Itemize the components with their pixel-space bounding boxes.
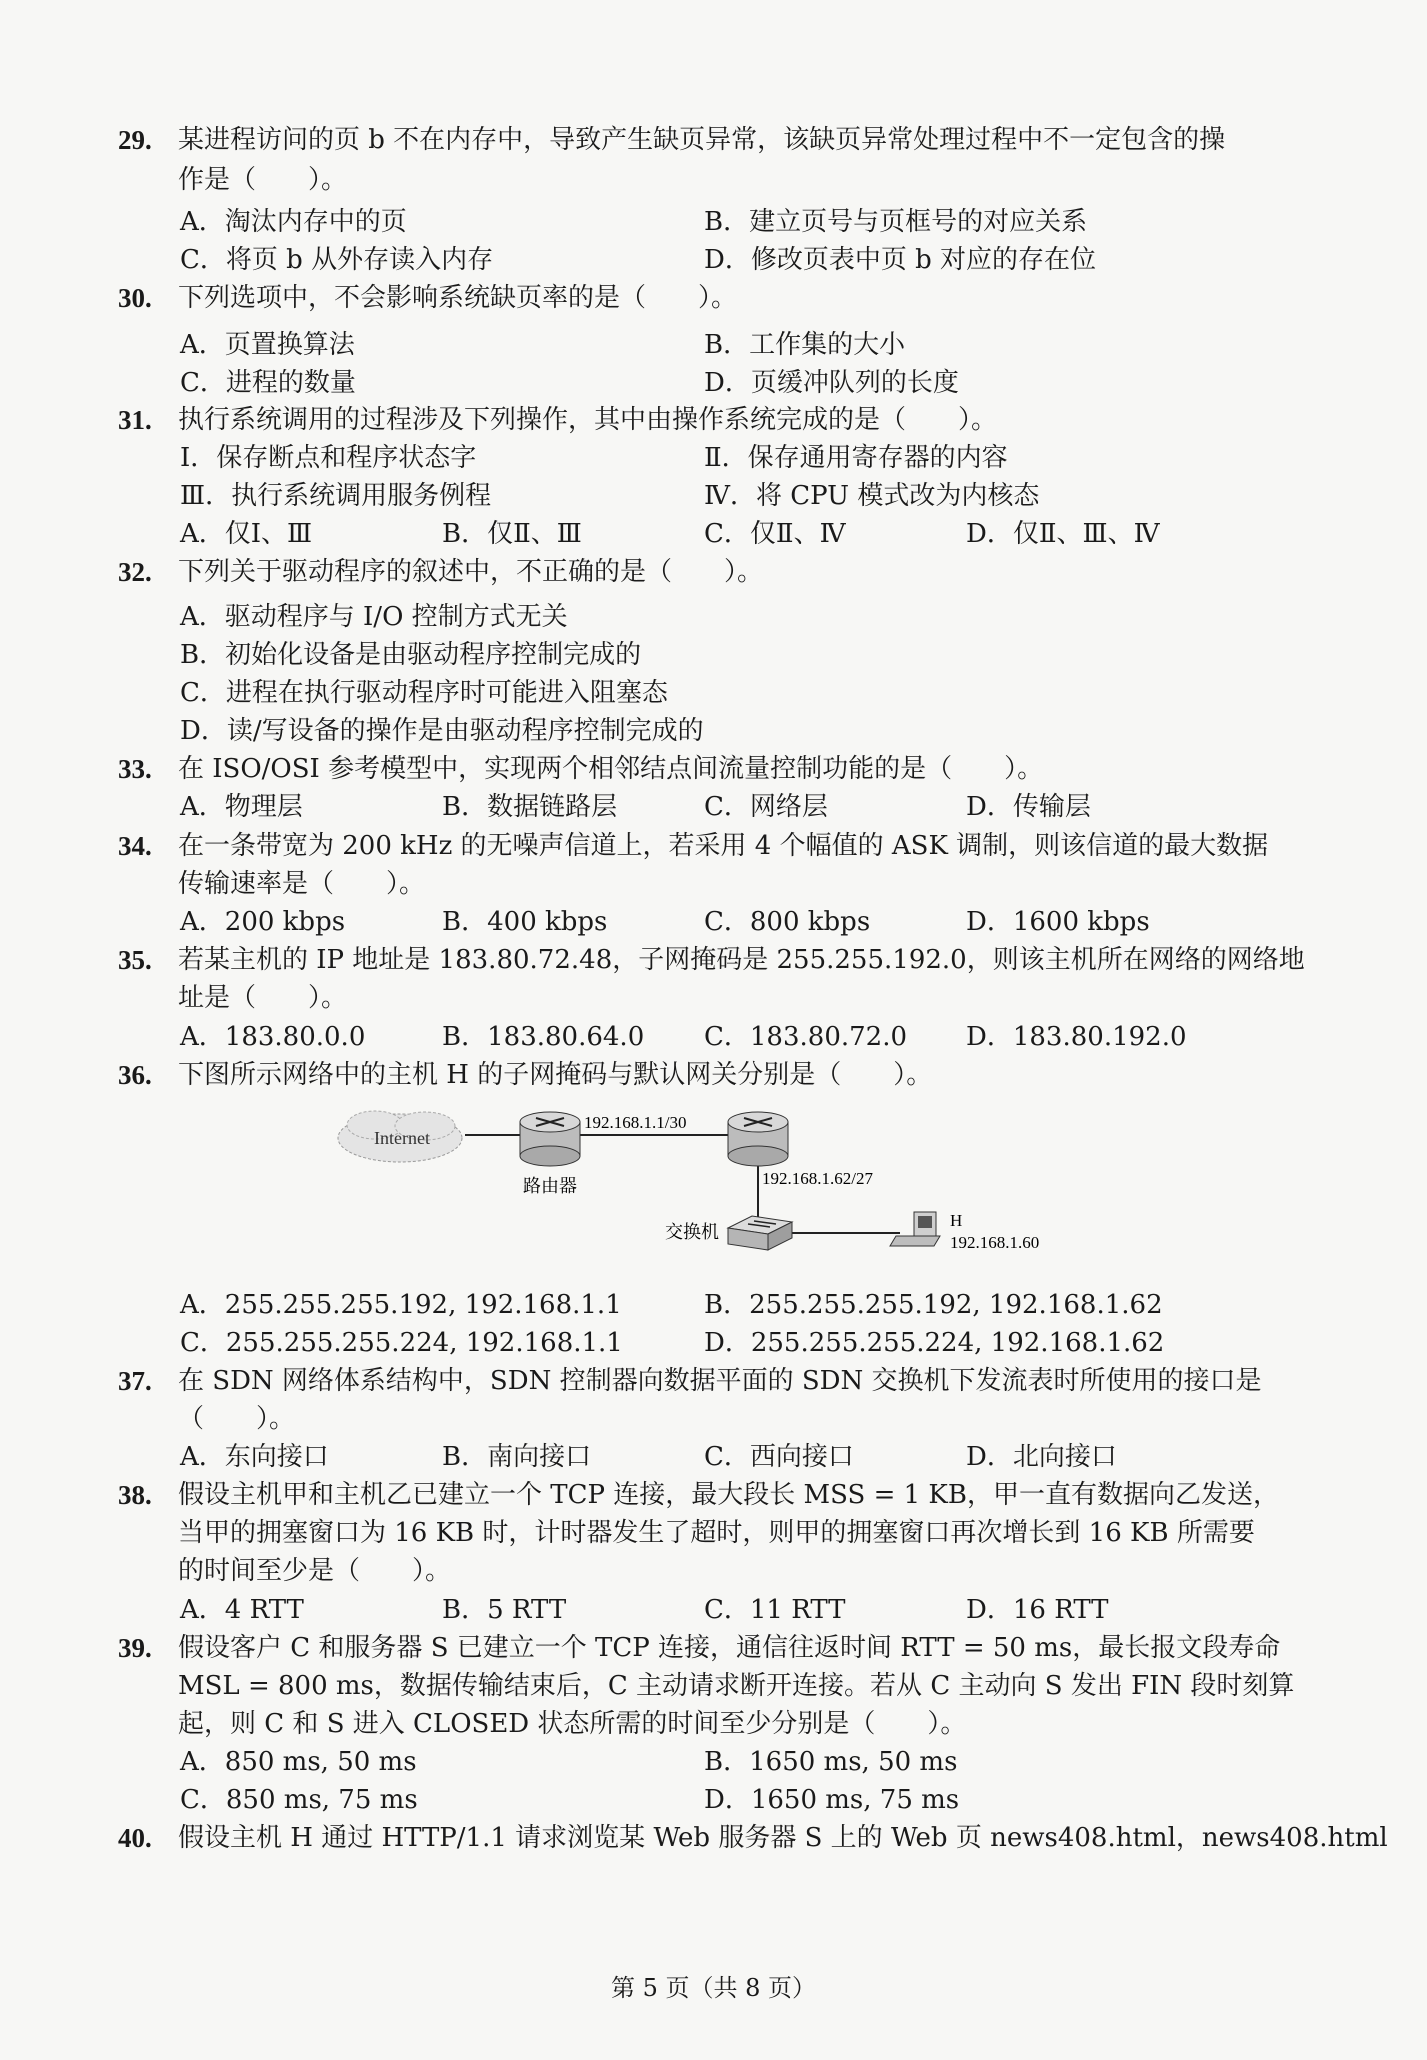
option-b: B．工作集的大小	[704, 330, 906, 360]
option-a: A．183.80.0.0	[180, 1022, 366, 1052]
question-stem: 下图所示网络中的主机 H 的子网掩码与默认网关分别是（ ）。	[178, 1060, 933, 1090]
computer-icon	[890, 1212, 940, 1246]
question-stem: 执行系统调用的过程涉及下列操作，其中由操作系统完成的是（ ）。	[178, 405, 998, 435]
question-number: 29.	[118, 125, 152, 155]
question-number: 33.	[118, 754, 152, 784]
router-interface-label: 192.168.1.1/30	[584, 1113, 687, 1132]
statement-4: Ⅳ．将 CPU 模式改为内核态	[704, 481, 1040, 511]
option-b: B．5 RTT	[442, 1595, 567, 1625]
option-c: C．850 ms, 75 ms	[180, 1785, 418, 1815]
question-stem-cont: 的时间至少是（ ）。	[178, 1556, 452, 1586]
question-number: 38.	[118, 1480, 152, 1510]
option-a: A．255.255.255.192, 192.168.1.1	[180, 1290, 622, 1320]
option-c: C．网络层	[704, 792, 828, 822]
question-stem: 下列选项中，不会影响系统缺页率的是（ ）。	[178, 283, 738, 313]
option-b: B．1650 ms, 50 ms	[704, 1747, 958, 1777]
question-stem: 若某主机的 IP 地址是 183.80.72.48，子网掩码是 255.255.192.0，则该主机所在网络的网络地	[178, 945, 1305, 975]
statement-1: Ⅰ．保存断点和程序状态字	[180, 443, 477, 473]
question-number: 39.	[118, 1633, 152, 1663]
question-number: 32.	[118, 557, 152, 587]
option-b: B．183.80.64.0	[442, 1022, 645, 1052]
question-stem-cont: 起，则 C 和 S 进入 CLOSED 状态所需的时间至少分别是（ ）。	[178, 1709, 967, 1739]
option-a: A．仅Ⅰ、Ⅲ	[180, 519, 313, 549]
option-c: C．仅Ⅱ、Ⅳ	[704, 519, 846, 549]
question-number: 30.	[118, 283, 152, 313]
question-number: 31.	[118, 405, 152, 435]
question-number: 36.	[118, 1060, 152, 1090]
question-stem-cont: 传输速率是（ ）。	[178, 869, 426, 899]
option-a: A．页置换算法	[180, 330, 355, 360]
question-stem-cont: 作是（ ）。	[178, 165, 348, 195]
option-c: C．西向接口	[704, 1442, 854, 1472]
question-stem: 假设客户 C 和服务器 S 已建立一个 TCP 连接，通信往返时间 RTT = 50 ms，最长报文段寿命	[178, 1633, 1281, 1663]
question-stem: 在 ISO/OSI 参考模型中，实现两个相邻结点间流量控制功能的是（ ）。	[178, 754, 1044, 784]
option-a: A．850 ms, 50 ms	[180, 1747, 417, 1777]
question-stem: 在 SDN 网络体系结构中，SDN 控制器向数据平面的 SDN 交换机下发流表时所使用的接口是	[178, 1366, 1262, 1396]
option-c: C．255.255.255.224, 192.168.1.1	[180, 1328, 623, 1358]
page-footer: 第 5 页（共 8 页）	[610, 1974, 817, 2002]
option-c: C．进程在执行驱动程序时可能进入阻塞态	[180, 678, 668, 708]
option-c: C．800 kbps	[704, 907, 871, 937]
option-c: C．183.80.72.0	[704, 1022, 908, 1052]
option-b: B．数据链路层	[442, 792, 618, 822]
option-b: B．初始化设备是由驱动程序控制完成的	[180, 640, 642, 670]
question-stem: 下列关于驱动程序的叙述中，不正确的是（ ）。	[178, 557, 764, 587]
option-a: A．东向接口	[180, 1442, 329, 1472]
switch-icon	[728, 1216, 792, 1250]
question-stem-cont: 当甲的拥塞窗口为 16 KB 时，计时器发生了超时，则甲的拥塞窗口再次增长到 16 KB 所需要	[178, 1518, 1255, 1548]
question-stem: 在一条带宽为 200 kHz 的无噪声信道上，若采用 4 个幅值的 ASK 调制，则该信道的最大数据	[178, 831, 1269, 861]
option-b: B．南向接口	[442, 1442, 592, 1472]
question-stem-cont: MSL = 800 ms，数据传输结束后，C 主动请求断开连接。若从 C 主动向 S 发出 FIN 段时刻算	[178, 1671, 1295, 1701]
network-diagram	[330, 1100, 1090, 1280]
switch-label: 交换机	[665, 1222, 719, 1242]
question-number: 35.	[118, 945, 152, 975]
internet-label: Internet	[374, 1128, 430, 1148]
question-number: 40.	[118, 1823, 152, 1853]
router-icon	[520, 1112, 580, 1166]
option-d: D．传输层	[966, 792, 1091, 822]
option-d: D．183.80.192.0	[966, 1022, 1187, 1052]
question-number: 34.	[118, 831, 152, 861]
question-stem-cont: （ ）。	[178, 1404, 296, 1434]
option-d: D．1600 kbps	[966, 907, 1150, 937]
option-a: A．200 kbps	[180, 907, 346, 937]
internet-cloud-icon	[338, 1111, 462, 1162]
option-d: D．255.255.255.224, 192.168.1.62	[704, 1328, 1165, 1358]
question-number: 37.	[118, 1366, 152, 1396]
question-stem-cont: 址是（ ）。	[178, 983, 348, 1013]
option-b: B．仅Ⅱ、Ⅲ	[442, 519, 582, 549]
option-d: D．页缓冲队列的长度	[704, 368, 959, 398]
host-ip-label: 192.168.1.60	[950, 1233, 1040, 1252]
option-d: D．1650 ms, 75 ms	[704, 1785, 960, 1815]
option-b: B．建立页号与页框号的对应关系	[704, 207, 1088, 237]
option-a: A．物理层	[180, 792, 303, 822]
router-label: 路由器	[523, 1176, 577, 1196]
statement-2: Ⅱ．保存通用寄存器的内容	[704, 443, 1008, 473]
option-a: A．驱动程序与 I/O 控制方式无关	[180, 602, 568, 632]
option-a: A．淘汰内存中的页	[180, 207, 407, 237]
option-c: C．进程的数量	[180, 368, 356, 398]
question-stem: 假设主机甲和主机乙已建立一个 TCP 连接，最大段长 MSS = 1 KB，甲一直有数据向乙发送，	[178, 1480, 1279, 1510]
option-c: C．11 RTT	[704, 1595, 846, 1625]
host-name-label: H	[950, 1211, 963, 1230]
statement-3: Ⅲ．执行系统调用服务例程	[180, 481, 492, 511]
question-stem: 某进程访问的页 b 不在内存中，导致产生缺页异常，该缺页异常处理过程中不一定包含的操	[178, 125, 1226, 155]
option-d: D．修改页表中页 b 对应的存在位	[704, 245, 1097, 275]
gateway-interface-label: 192.168.1.62/27	[762, 1169, 873, 1188]
option-d: D．北向接口	[966, 1442, 1117, 1472]
option-d: D．16 RTT	[966, 1595, 1109, 1625]
option-c: C．将页 b 从外存读入内存	[180, 245, 494, 275]
option-b: B．255.255.255.192, 192.168.1.62	[704, 1290, 1163, 1320]
option-a: A．4 RTT	[180, 1595, 304, 1625]
router-icon	[728, 1112, 788, 1166]
question-stem: 假设主机 H 通过 HTTP/1.1 请求浏览某 Web 服务器 S 上的 Web 页 news408.html，news408.html	[178, 1823, 1388, 1853]
option-d: D．读/写设备的操作是由驱动程序控制完成的	[180, 716, 704, 746]
option-b: B．400 kbps	[442, 907, 608, 937]
option-d: D．仅Ⅱ、Ⅲ、Ⅳ	[966, 519, 1160, 549]
